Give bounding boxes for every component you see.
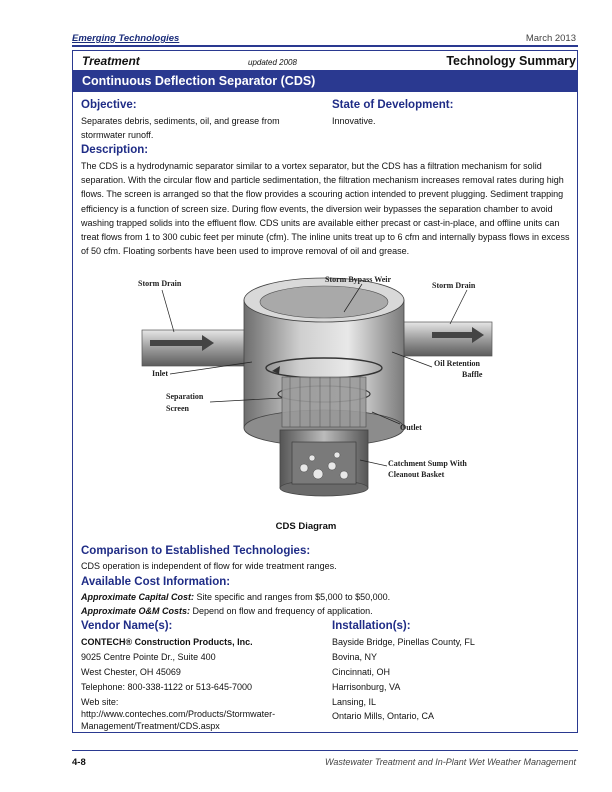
label-catchment-line1: Catchment Sump With	[388, 459, 467, 468]
installation-item: Bovina, NY	[332, 652, 378, 662]
description-heading: Description:	[81, 144, 149, 156]
cost-heading: Available Cost Information:	[81, 576, 231, 588]
updated-note: updated 2008	[248, 58, 297, 67]
label-catchment-line2: Cleanout Basket	[388, 470, 445, 479]
label-storm-drain-left: Storm Drain	[138, 279, 182, 288]
state-heading: State of Development:	[332, 99, 454, 111]
footer-title: Wastewater Treatment and In-Plant Wet Weather Management	[325, 757, 576, 767]
vendor-address2: West Chester, OH 45069	[81, 667, 181, 677]
vendor-heading: Vendor Name(s):	[81, 620, 173, 632]
header-rule	[72, 45, 578, 47]
separation-screen	[282, 377, 366, 427]
running-header-section: Emerging Technologies	[72, 33, 180, 44]
chamber-inner-top	[260, 286, 388, 318]
installation-item: Lansing, IL	[332, 697, 377, 707]
installations-heading: Installation(s):	[332, 620, 411, 632]
label-baffle: Baffle	[462, 370, 483, 379]
category-label: Treatment	[82, 54, 140, 68]
label-storm-drain-right: Storm Drain	[432, 281, 476, 290]
label-screen: Screen	[166, 404, 189, 413]
installation-item: Bayside Bridge, Pinellas County, FL	[332, 637, 475, 647]
comparison-text: CDS operation is independent of flow for wide treatment ranges.	[81, 561, 337, 571]
om-cost-label: Approximate O&M Costs:	[81, 606, 191, 616]
installation-item: Ontario Mills, Ontario, CA	[332, 711, 435, 721]
label-storm-bypass-weir: Storm Bypass Weir	[325, 275, 392, 284]
vendor-web-url-line1[interactable]: http://www.conteches.com/Products/Stormwater-	[81, 709, 276, 719]
label-inlet: Inlet	[152, 369, 168, 378]
om-cost-line	[81, 604, 373, 618]
objective-text-line2: stormwater runoff.	[81, 130, 154, 140]
label-outlet: Outlet	[400, 423, 422, 432]
vendor-web-label: Web site:	[81, 697, 119, 707]
capital-cost-label: Approximate Capital Cost:	[81, 592, 195, 602]
vendor-phone: Telephone: 800-338-1122 or 513-645-7000	[81, 682, 252, 692]
leader-storm-drain-left	[162, 290, 174, 332]
vendor-web-url-line2[interactable]: Management/Treatment/CDS.aspx	[81, 721, 220, 731]
label-oil-retention: Oil Retention	[434, 359, 480, 368]
leader-storm-drain-right	[450, 290, 467, 324]
page-title: Continuous Deflection Separator (CDS)	[73, 70, 577, 92]
doc-type-label: Technology Summary	[446, 54, 576, 68]
page-number: 4-8	[72, 757, 86, 768]
description-text: The CDS is a hydrodynamic separator similar to a vortex separator, but the CDS has a filtration mechanism for solid separation. With the circular flow and particle sedimentation, the filtration mechanism increases removal rates during high flows. The screen is arranged so that the flow provides a scouring action intended to prevent plugging. Sediment trapping efficiency is a function of screen size. During flow events, the diversion weir bypasses the separation chamber to avoid washing trapped solids into the effluent flow. CDS units are available either precast or cast-in-place, and offline units can treat flows from 1 to 300 cubic feet per minute (cfm). The inline units treat up to 6 cfm and internally bypass flows in excess of 50 cfm. Floating sorbents have been used to improve removal of oil and grease.	[81, 161, 570, 257]
state-text: Innovative.	[332, 116, 376, 126]
om-cost-text: Depend on flow and frequency of application.	[190, 606, 373, 616]
installation-item: Cincinnati, OH	[332, 667, 391, 677]
objective-text-line1: Separates debris, sediments, oil, and grease from	[81, 116, 280, 126]
footer-rule	[72, 750, 578, 751]
comparison-heading: Comparison to Established Technologies:	[81, 545, 311, 557]
label-separation: Separation	[166, 392, 204, 401]
running-header-date: March 2013	[525, 33, 576, 44]
vendor-address1: 9025 Centre Pointe Dr., Suite 400	[81, 652, 216, 662]
vendor-name: CONTECH® Construction Products, Inc.	[81, 637, 253, 647]
figure-caption: CDS Diagram	[275, 521, 337, 532]
cds-diagram	[132, 272, 502, 510]
objective-heading: Objective:	[81, 99, 137, 111]
capital-cost-text: Site specific and ranges from $5,000 to $50,000.	[194, 592, 391, 602]
capital-cost-line	[81, 590, 390, 604]
installation-item: Harrisonburg, VA	[332, 682, 401, 692]
